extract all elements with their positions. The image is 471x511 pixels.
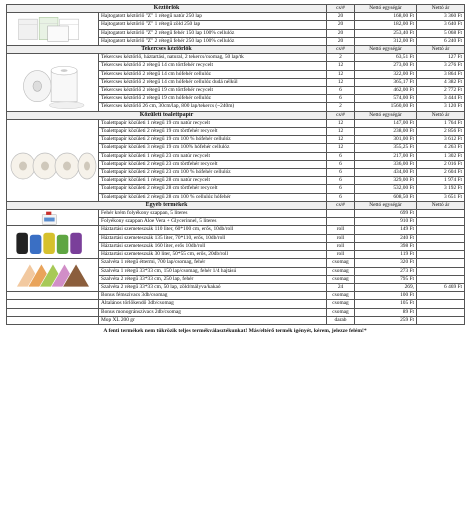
product-net-price: 105 Ft bbox=[355, 300, 417, 308]
product-price: 2 016 Ft bbox=[417, 160, 465, 168]
product-net-price: 217,00 Ft bbox=[355, 152, 417, 160]
product-unit: roll bbox=[327, 226, 355, 234]
product-name: Hajtogatott kéztörlő "Z" 2 rétegű fehér 150 lap 100% cellulóz bbox=[99, 29, 327, 37]
empty-image-cell bbox=[7, 292, 99, 300]
product-price bbox=[417, 267, 465, 275]
product-price bbox=[417, 259, 465, 267]
product-price bbox=[417, 218, 465, 226]
product-price: 3 192 Ft bbox=[417, 185, 465, 193]
product-price: 1 974 Ft bbox=[417, 177, 465, 185]
product-unit: 2 bbox=[327, 103, 355, 111]
product-unit: 6 bbox=[327, 185, 355, 193]
product-name: Általános törlőkendő 3db/csomag bbox=[99, 300, 327, 308]
product-unit: 12 bbox=[327, 62, 355, 70]
paper-rolls-image bbox=[7, 54, 99, 111]
product-unit: roll bbox=[327, 242, 355, 250]
product-unit: 6 bbox=[327, 177, 355, 185]
product-name: Tekercses kéztörlő 2 rétegű 19 cm törtfehér recycelt bbox=[99, 87, 327, 95]
product-name: Bonus fémszivacs 3db/csomag bbox=[99, 292, 327, 300]
col-header-net-price: Nettó egységár bbox=[355, 201, 417, 209]
product-unit: csomag bbox=[327, 300, 355, 308]
product-unit: csomag bbox=[327, 259, 355, 267]
product-price bbox=[417, 275, 465, 283]
product-price bbox=[417, 316, 465, 324]
col-header-net-price: Nettó egységár bbox=[355, 5, 417, 13]
col-header-unit: cs/# bbox=[327, 46, 355, 54]
product-unit: roll bbox=[327, 251, 355, 259]
product-name: Toalettpapír közületi 2 rétegű 23 cm 100 % hófehér cellulóz bbox=[99, 169, 327, 177]
product-net-price: 273,00 Ft bbox=[355, 62, 417, 70]
table-row bbox=[7, 300, 465, 308]
product-net-price: 365,17 Ft bbox=[355, 78, 417, 86]
product-price: 3 640 Ft bbox=[417, 21, 465, 29]
product-net-price: 240 Ft bbox=[355, 234, 417, 242]
product-price bbox=[417, 251, 465, 259]
folded-towels-image bbox=[7, 13, 99, 46]
product-net-price: 336,00 Ft bbox=[355, 160, 417, 168]
product-net-price: 147,00 Ft bbox=[355, 119, 417, 127]
price-table bbox=[6, 4, 465, 325]
product-unit: 12 bbox=[327, 144, 355, 152]
product-name: Mop XL 200 gr bbox=[99, 316, 327, 324]
table-row bbox=[7, 316, 465, 324]
product-name: Hajtogatott kéztörlő "Z" 2 rétegű fehér 250 lap 100% cellulóz bbox=[99, 37, 327, 45]
product-unit: 12 bbox=[327, 78, 355, 86]
product-price: 3 120 Ft bbox=[417, 103, 465, 111]
empty-image-cell bbox=[7, 316, 99, 324]
product-name: Szalvéta 2 rétegű 33*33 cm, 250 lap, fehér bbox=[99, 275, 327, 283]
product-net-price: 301,00 Ft bbox=[355, 136, 417, 144]
product-name: Fehér krém folyékony szappan, 5 literes bbox=[99, 210, 327, 218]
product-net-price: 532,00 Ft bbox=[355, 185, 417, 193]
product-unit: csomag bbox=[327, 275, 355, 283]
table-row bbox=[7, 292, 465, 300]
col-header-net-price: Nettó egységár bbox=[355, 111, 417, 119]
jumbo-toilet-rolls-image bbox=[7, 119, 99, 201]
col-header-price: Nettó ár bbox=[417, 201, 465, 209]
product-name: Szalvéta 1 rétegű 33*33 cm, 150 lap/csomag, fehér 1/4 hajtású bbox=[99, 267, 327, 275]
product-price: 3 612 Ft bbox=[417, 136, 465, 144]
col-header-unit: cs/# bbox=[327, 5, 355, 13]
product-unit: 6 bbox=[327, 87, 355, 95]
product-name: Tekercses kéztörlő 2 rétegű 14 cm törtfehér recycelt bbox=[99, 62, 327, 70]
product-unit: 12 bbox=[327, 136, 355, 144]
section-header bbox=[7, 5, 465, 13]
product-net-price: 1560,00 Ft bbox=[355, 103, 417, 111]
table-row bbox=[7, 308, 465, 316]
product-net-price: 182,00 Ft bbox=[355, 21, 417, 29]
section-title: Egyéb termékek bbox=[7, 201, 327, 209]
product-unit: 12 bbox=[327, 128, 355, 136]
product-price: 2 604 Ft bbox=[417, 169, 465, 177]
soap-canister-image bbox=[7, 210, 99, 226]
product-price: 3 360 Ft bbox=[417, 13, 465, 21]
product-unit: 20 bbox=[327, 37, 355, 45]
table-row bbox=[7, 13, 465, 21]
product-price: 127 Ft bbox=[417, 54, 465, 62]
col-header-unit: cs/# bbox=[327, 111, 355, 119]
product-price: 1 764 Ft bbox=[417, 119, 465, 127]
product-unit: 20 bbox=[327, 21, 355, 29]
product-unit: 6 bbox=[327, 160, 355, 168]
product-net-price: 329,00 Ft bbox=[355, 177, 417, 185]
product-net-price: 273 Ft bbox=[355, 267, 417, 275]
product-price: 3 651 Ft bbox=[417, 193, 465, 201]
product-name: Bonus monogránszivacs 2db/csomag bbox=[99, 308, 327, 316]
footer-note: A fenti termékek nem tükrözik teljes termékválasztékunkat! Más/eltérő termék igényét, kérem, jelezze felém!* bbox=[103, 327, 367, 334]
col-header-price: Nettó ár bbox=[417, 46, 465, 54]
section-header bbox=[7, 201, 465, 209]
product-name: Folyékony szappan Aloe Vera + Glycerinnel, 5 literes bbox=[99, 218, 327, 226]
product-name: Toalettpapír közületi 2 rétegű 23 cm törtfehér recycelt bbox=[99, 160, 327, 168]
section-header bbox=[7, 111, 465, 119]
product-price: 1 302 Ft bbox=[417, 152, 465, 160]
product-unit: csomag bbox=[327, 267, 355, 275]
product-unit: 20 bbox=[327, 13, 355, 21]
product-unit: 24 bbox=[327, 283, 355, 291]
product-price: 4 263 Ft bbox=[417, 144, 465, 152]
product-name: Tekercses kéztörlő 2 rétegű 14 cm hófehér cellulóz dudá nélkül bbox=[99, 78, 327, 86]
product-unit: 6 bbox=[327, 169, 355, 177]
product-name: Toalettpapír közületi 2 rétegű 28 cm törtfehér recycelt bbox=[99, 185, 327, 193]
product-net-price: 259 Ft bbox=[355, 316, 417, 324]
napkins-image bbox=[7, 259, 99, 292]
product-net-price: 149 Ft bbox=[355, 226, 417, 234]
product-name: Toalettpapír közületi 1 rétegű 19 cm natúr recycelt bbox=[99, 119, 327, 127]
product-price: 2 856 Ft bbox=[417, 128, 465, 136]
table-row bbox=[7, 119, 465, 127]
product-net-price: 398 Ft bbox=[355, 242, 417, 250]
product-net-price: 63,51 Ft bbox=[355, 54, 417, 62]
empty-image-cell bbox=[7, 308, 99, 316]
table-row bbox=[7, 259, 465, 267]
product-price bbox=[417, 242, 465, 250]
product-net-price: 355,25 Ft bbox=[355, 144, 417, 152]
product-unit: 20 bbox=[327, 29, 355, 37]
section-header bbox=[7, 46, 465, 54]
product-net-price: 119 Ft bbox=[355, 251, 417, 259]
product-name: Toalettpapír közületi 1 rétegű 28 cm natúr recycelt bbox=[99, 177, 327, 185]
product-net-price: 168,00 Ft bbox=[355, 13, 417, 21]
product-price bbox=[417, 210, 465, 218]
product-net-price: 608,50 Ft bbox=[355, 193, 417, 201]
product-name: Tekercses kéztörlő, háztartási, natural, 2 tekercs/csomag, 50 lap/tk bbox=[99, 54, 327, 62]
product-net-price: 253,40 Ft bbox=[355, 29, 417, 37]
product-net-price: 269, bbox=[355, 283, 417, 291]
product-name: Tekercses kéztörlő 26 cm, 30cm/lap, 800 lap/tekercs (~240m) bbox=[99, 103, 327, 111]
product-name: Szalvéta 1 rétegű éttermi, 700 lap/csomag, fehér bbox=[99, 259, 327, 267]
table-row bbox=[7, 210, 465, 218]
product-price bbox=[417, 300, 465, 308]
product-unit: csomag bbox=[327, 292, 355, 300]
product-price bbox=[417, 226, 465, 234]
product-net-price: 322,00 Ft bbox=[355, 70, 417, 78]
product-name: Háztartási szemeteszsák 110 liter, 60*100 cm, erős, 10db/roll bbox=[99, 226, 327, 234]
product-unit: 2 bbox=[327, 54, 355, 62]
product-net-price: 100 Ft bbox=[355, 292, 417, 300]
product-price: 2 772 Ft bbox=[417, 87, 465, 95]
product-price: 6 469 Ft bbox=[417, 283, 465, 291]
product-name: Háztartási szemeteszsák 160 liter, erős 10db/roll bbox=[99, 242, 327, 250]
product-price bbox=[417, 308, 465, 316]
col-header-price: Nettó ár bbox=[417, 5, 465, 13]
section-title: Tekercses kéztörlők bbox=[7, 46, 327, 54]
col-header-unit: cs/# bbox=[327, 201, 355, 209]
section-title: Kéztörlők bbox=[7, 5, 327, 13]
product-price: 3 444 Ft bbox=[417, 95, 465, 103]
section-title: Közületi toalettpapír bbox=[7, 111, 327, 119]
product-name: Toalettpapír közületi 2 rétegű 19 cm törtfehér recycelt bbox=[99, 128, 327, 136]
product-net-price: 574,00 Ft bbox=[355, 95, 417, 103]
product-net-price: 238,00 Ft bbox=[355, 128, 417, 136]
price-list-sheet bbox=[6, 4, 464, 336]
table-row bbox=[7, 54, 465, 62]
product-net-price: 320 Ft bbox=[355, 259, 417, 267]
product-unit: csomag bbox=[327, 308, 355, 316]
table-row bbox=[7, 226, 465, 234]
product-net-price: 462,00 Ft bbox=[355, 87, 417, 95]
col-header-net-price: Nettó egységár bbox=[355, 46, 417, 54]
col-header-price: Nettó ár bbox=[417, 111, 465, 119]
product-unit: 6 bbox=[327, 152, 355, 160]
product-name: Háztartási szemeteszsák 30 liter, 50*55 cm, erős, 20db/roll bbox=[99, 251, 327, 259]
product-net-price: 910 Ft bbox=[355, 218, 417, 226]
product-name: Háztartási szemeteszsák 135 liter, 70*110, erős, 10db/roll bbox=[99, 234, 327, 242]
product-name: Toalettpapír közületi 2 rétegű 19 cm 100 % hófehér cellulóz bbox=[99, 136, 327, 144]
product-price bbox=[417, 292, 465, 300]
product-unit: 6 bbox=[327, 193, 355, 201]
product-name: Toalettpapír közületi 2 rétegű 28 cm 100 % cellulóz hófehér bbox=[99, 193, 327, 201]
product-name: Tekercses kéztörlő 2 rétegű 14 cm hófehér cellulóz bbox=[99, 70, 327, 78]
product-unit bbox=[327, 210, 355, 218]
product-price: 4 382 Ft bbox=[417, 78, 465, 86]
product-name: Tekercses kéztörlő 2 rétegű 19 cm hófehér cellulóz bbox=[99, 95, 327, 103]
product-unit: darab bbox=[327, 316, 355, 324]
product-net-price: 312,00 Ft bbox=[355, 37, 417, 45]
product-name: Toalettpapír közületi 3 rétegű 19 cm 100% hófehér cellulóz bbox=[99, 144, 327, 152]
product-name: Szalvéta 2 rétegű 33*33 cm, 50 lap, zöld/mályva/kakaó bbox=[99, 283, 327, 291]
product-unit: roll bbox=[327, 234, 355, 242]
empty-image-cell bbox=[7, 300, 99, 308]
product-net-price: 699 Ft bbox=[355, 210, 417, 218]
product-unit: 6 bbox=[327, 95, 355, 103]
product-price: 5 068 Ft bbox=[417, 29, 465, 37]
product-name: Hajtogatott kéztörlő "Z" 1 rétegű natúr 250 lap bbox=[99, 13, 327, 21]
product-price: 3 864 Ft bbox=[417, 70, 465, 78]
product-unit bbox=[327, 218, 355, 226]
product-net-price: 89 Ft bbox=[355, 308, 417, 316]
product-price bbox=[417, 234, 465, 242]
product-unit: 12 bbox=[327, 70, 355, 78]
product-net-price: 795 Ft bbox=[355, 275, 417, 283]
product-unit: 12 bbox=[327, 119, 355, 127]
product-price: 3 276 Ft bbox=[417, 62, 465, 70]
product-name: Hajtogatott kéztörlő "Z" 1 rétegű zöld 250 lap bbox=[99, 21, 327, 29]
product-net-price: 434,00 Ft bbox=[355, 169, 417, 177]
trash-bags-image bbox=[7, 226, 99, 259]
product-name: Toalettpapír közületi 1 rétegű 23 cm natúr recycelt bbox=[99, 152, 327, 160]
product-price: 6 240 Ft bbox=[417, 37, 465, 45]
